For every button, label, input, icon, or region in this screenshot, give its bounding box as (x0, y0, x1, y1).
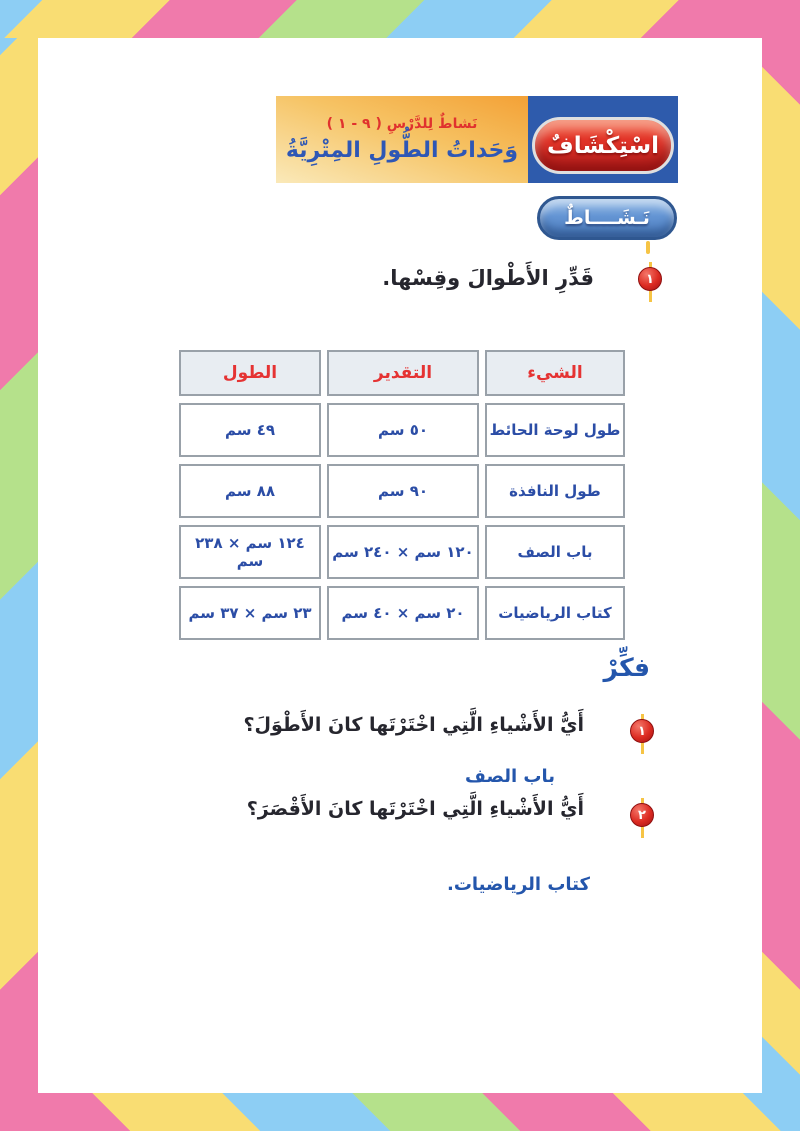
lesson-header-panel (276, 96, 528, 183)
lesson-tag: نَشاطٌ لِلدَّرْسِ ( ٩ - ١ ) (326, 116, 478, 132)
explore-badge (532, 117, 674, 174)
cell-object: طول لوحة الحائط (485, 403, 625, 457)
think-heading: فكِّرْ (603, 653, 650, 682)
frame-stripe-bottom (0, 1093, 800, 1131)
yellow-tick-decoration (646, 241, 650, 254)
cell-object: باب الصف (485, 525, 625, 579)
cell-object: طول النافذة (485, 464, 625, 518)
measurement-table (173, 343, 631, 647)
think-q1-text: أَيُّ الأَشْياءِ الَّتِي اخْتَرْتَها كانَ الأَطْوَلَ؟ (243, 714, 584, 736)
instruction-text: قَدِّرِ الأَطْوالَ وقِسْها. (382, 266, 594, 290)
think-q1-bullet (630, 719, 654, 743)
column-header-object: الشيء (485, 350, 625, 396)
frame-stripe-top (0, 0, 800, 38)
think-q2-number: ٢ (638, 807, 646, 823)
frame-stripe-right (762, 0, 800, 1131)
think-q2-bullet (630, 803, 654, 827)
cell-estimate: ٥٠ سم (327, 403, 479, 457)
table-row (179, 464, 625, 518)
activity-badge-label: نَـشَــــاطٌ (564, 207, 650, 229)
page-content (38, 38, 762, 1093)
frame-stripe-left (0, 0, 38, 1131)
cell-length: ٨٨ سم (179, 464, 321, 518)
think-q2-text: أَيُّ الأَشْياءِ الَّتِي اخْتَرْتَها كانَ الأَقْصَرَ؟ (246, 798, 584, 820)
think-q1-answer: باب الصف (465, 766, 555, 787)
page-title: وَحَداتُ الطُّولِ المِتْرِيَّةُ (285, 138, 519, 163)
think-q1-number: ١ (638, 723, 646, 739)
explore-badge-label: اسْتِكْشَافٌ (546, 132, 660, 159)
cell-estimate: ٢٠ سم × ٤٠ سم (327, 586, 479, 640)
cell-length: ٤٩ سم (179, 403, 321, 457)
table-header-row (179, 350, 625, 396)
instruction-number: ١ (646, 271, 654, 287)
column-header-length: الطول (179, 350, 321, 396)
cell-length: ٢٣ سم × ٣٧ سم (179, 586, 321, 640)
table-row (179, 403, 625, 457)
cell-object: كتاب الرياضيات (485, 586, 625, 640)
column-header-estimate: التقدير (327, 350, 479, 396)
activity-badge (537, 196, 677, 240)
instruction-number-bullet (638, 267, 662, 291)
cell-estimate: ٩٠ سم (327, 464, 479, 518)
table-row (179, 586, 625, 640)
table-row (179, 525, 625, 579)
think-q2-answer: كتاب الرياضيات. (447, 874, 590, 895)
cell-length: ١٢٤ سم × ٢٣٨ سم (179, 525, 321, 579)
cell-estimate: ١٢٠ سم × ٢٤٠ سم (327, 525, 479, 579)
